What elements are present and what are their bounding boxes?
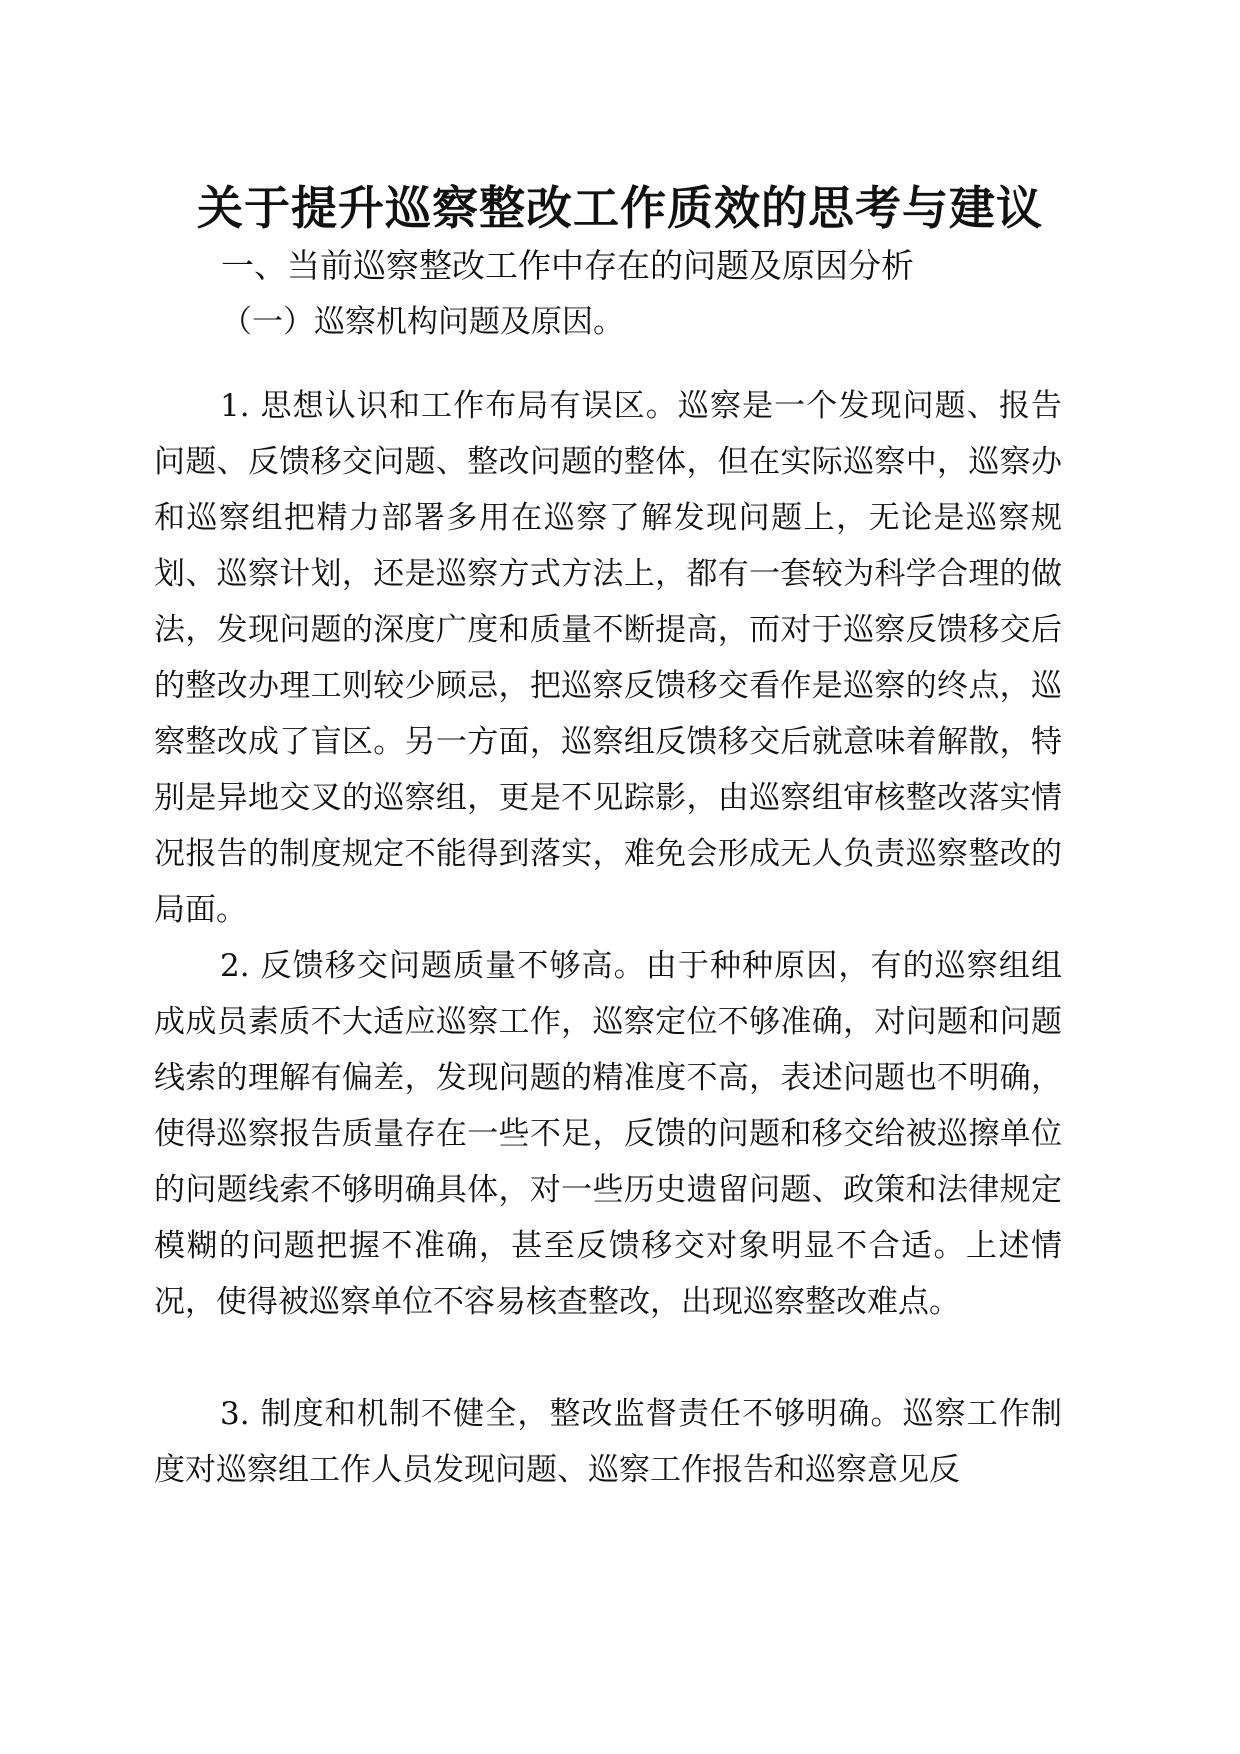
body-paragraph-3: 3. 制度和机制不健全，整改监督责任不够明确。巡察工作制度对巡察组工作人员发现问题、巡察工作报告和巡察意见反 <box>154 1396 1062 1488</box>
body-paragraph-2: 2. 反馈移交问题质量不够高。由于种种原因，有的巡察组组成成员素质不大适应巡察工作，巡察定位不够准确，对问题和问题线索的理解有偏差，发现问题的精准度不高，表述问题也不明确，使得巡察报告质量存在一些不足，反馈的问题和移交给被巡擦单位的问题线索不够明确具体，对一些历史遗留问题、政策和法律规定模糊的问题把握不准确，甚至反馈移交对象明显不合适。上述情况，使得被巡察单位不容易核查整改，出现巡察整改难点。 <box>154 948 1062 1320</box>
document-title: 关于提升巡察整改工作质效的思考与建议 <box>197 181 1043 235</box>
body-paragraph-1: 1. 思想认识和工作布局有误区。巡察是一个发现问题、报告问题、反馈移交问题、整改问题的整体，但在实际巡察中，巡察办和巡察组把精力部署多用在巡察了解发现问题上，无论是巡察规划、巡察计划，还是巡察方式方法上，都有一套较为科学合理的做法，发现问题的深度广度和质量不断提高，而对于巡察反馈移交后的整改办理工则较少顾忌，把巡察反馈移交看作是巡察的终点，巡察整改成了盲区。另一方面，巡察组反馈移交后就意味着解散，特别是异地交叉的巡察组，更是不见踪影，由巡察组审核整改落实情况报告的制度规定不能得到落实，难免会形成无人负责巡察整改的局面。 <box>154 388 1062 928</box>
section-heading: 一、当前巡察整改工作中存在的问题及原因分析 <box>221 246 914 285</box>
subsection-heading: （一）巡察机构问题及原因。 <box>221 304 624 340</box>
